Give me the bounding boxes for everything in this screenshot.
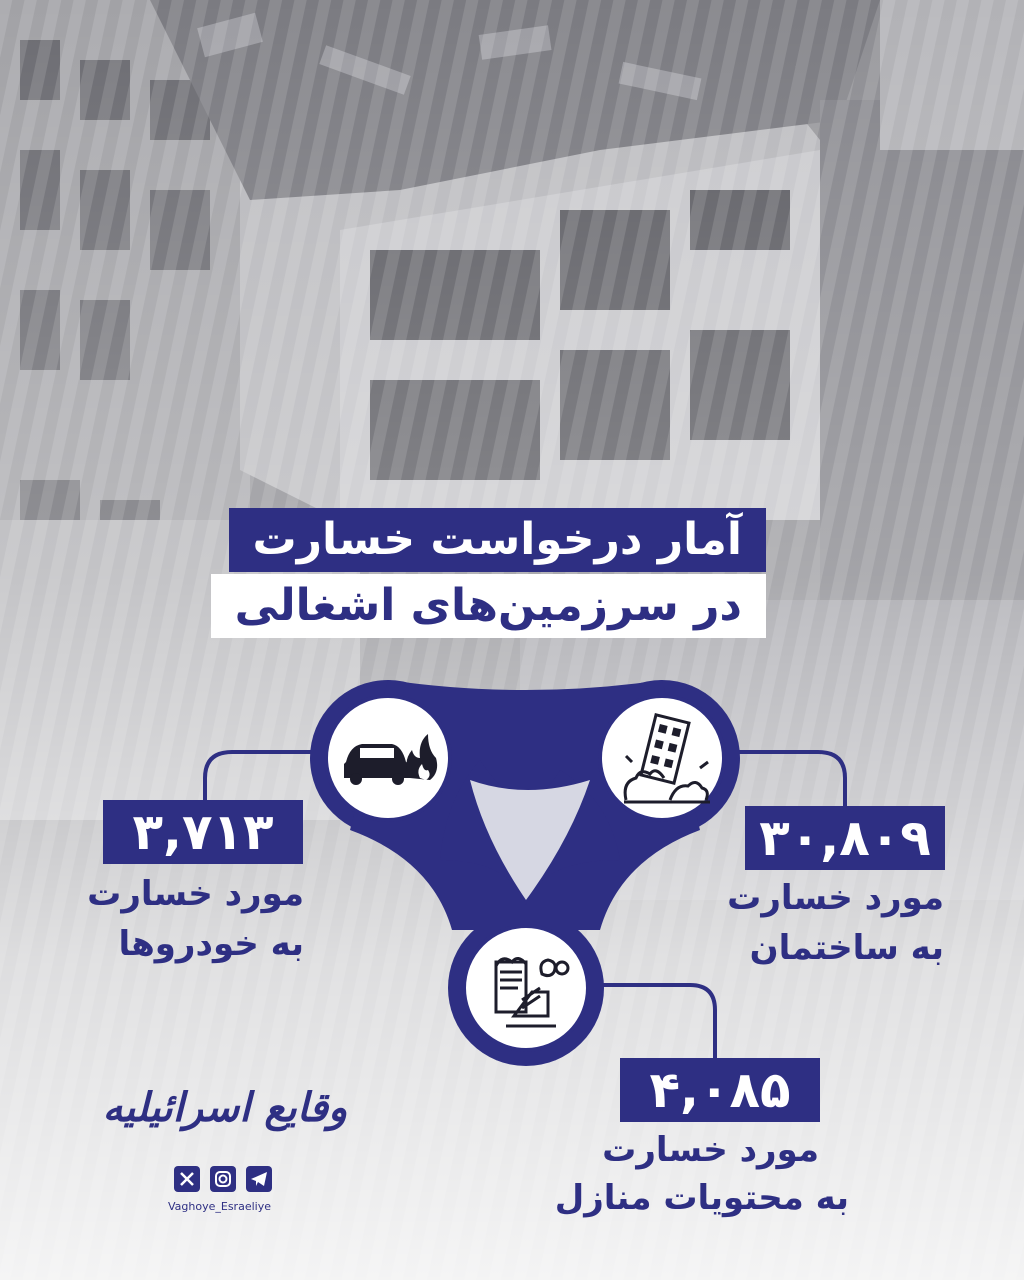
x-icon[interactable]	[174, 1166, 200, 1192]
title-line-1: آمار درخواست خسارت	[229, 508, 767, 572]
contents-count: ۴,۰۸۵	[620, 1058, 820, 1122]
vehicles-count: ۳,۷۱۳	[103, 800, 303, 864]
instagram-icon[interactable]	[210, 1166, 236, 1192]
vehicles-label-line-1: مورد خسارت	[87, 874, 304, 914]
vehicles-label-line-2: به خودروها	[118, 924, 304, 964]
buildings-label-line-1: مورد خسارت	[727, 878, 944, 918]
social-handle: Vaghoye_Esraeliye	[168, 1200, 271, 1213]
contents-label-line-1: مورد خسارت	[602, 1130, 819, 1170]
contents-label-line-2: به محتویات منازل	[554, 1178, 849, 1218]
telegram-icon[interactable]	[246, 1166, 272, 1192]
buildings-count: ۳۰,۸۰۹	[745, 806, 945, 870]
buildings-label-line-2: به ساختمان	[749, 928, 944, 968]
title-line-2: در سرزمین‌های اشغالی	[211, 574, 766, 638]
connector-contents	[592, 985, 715, 1060]
brand-logo: وقایع اسرائیلیه	[102, 1085, 348, 1131]
connector-vehicles	[205, 752, 320, 800]
